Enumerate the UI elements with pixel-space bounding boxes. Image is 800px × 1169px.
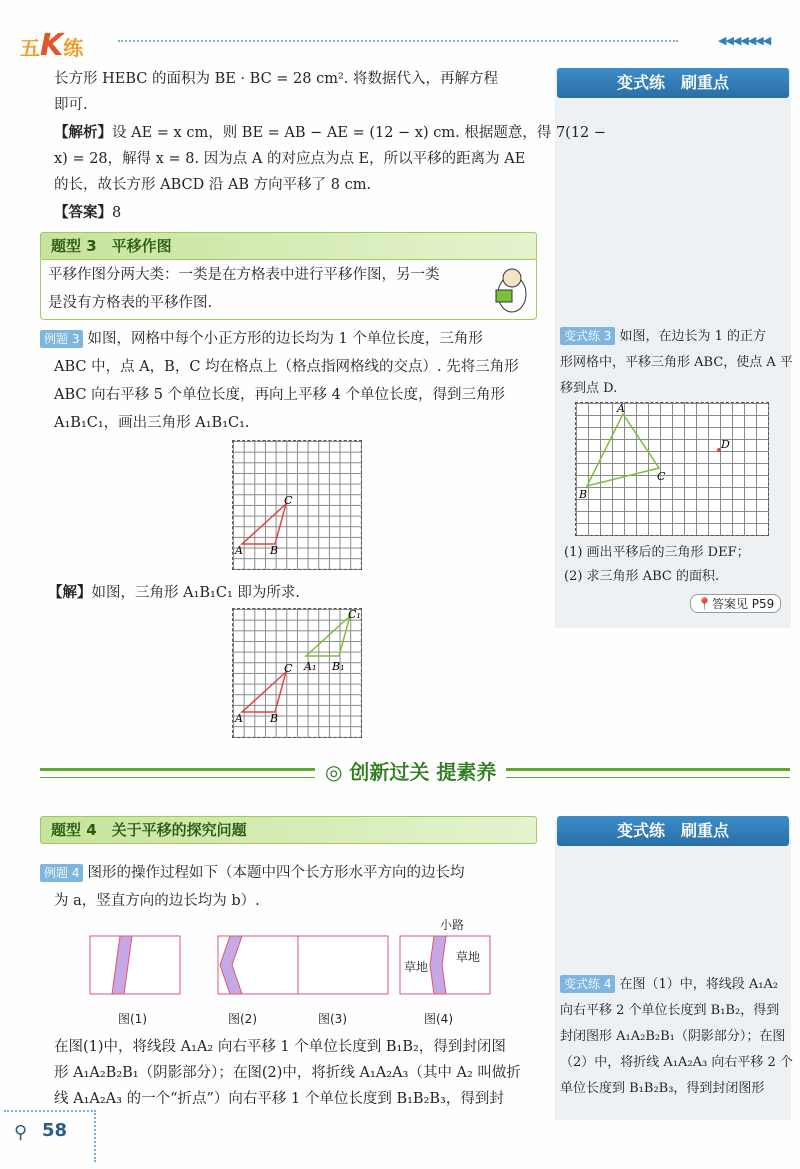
fig2-caption: 图(2) xyxy=(228,1012,257,1026)
answer-ref-link[interactable]: 📍答案见 P59 xyxy=(690,594,781,613)
mascot-reading-icon xyxy=(488,264,534,316)
bottom-line-1: 在图(1)中，将线段 A₁A₂ 向右平移 1 个单位长度到 B₁B₂，得到封闭图 xyxy=(54,1039,506,1055)
ex3-line-3: ABC 向右平移 5 个单位长度，再向上平移 4 个单位长度，得到三角形 xyxy=(54,387,505,403)
ex3-line-4: A₁B₁C₁，画出三角形 A₁B₁C₁. xyxy=(54,415,250,431)
pin-icon: 📍 xyxy=(697,597,712,611)
var3-line-2: 形网格中，平移三角形 ABC，使点 A 平 xyxy=(560,355,793,370)
brand-logo: 五K练 xyxy=(20,28,84,63)
var4-line-4: （2）中，将折线 A₁A₂A₃ 向右平移 2 个 xyxy=(560,1055,793,1070)
fig3-caption: 图(3) xyxy=(318,1012,347,1026)
header-arrows-icon: ◀◀◀◀◀◀◀ xyxy=(718,34,771,47)
label-c: C xyxy=(284,494,293,507)
section-title: ◎ 创新过关 提素养 xyxy=(315,756,506,785)
triangle-abc xyxy=(242,672,286,712)
page-number: 58 xyxy=(42,1120,68,1141)
triangle-abc-figure xyxy=(232,440,360,568)
solution-line: 【解】如图，三角形 A₁B₁C₁ 即为所求. xyxy=(48,585,300,601)
triangle-a1b1c1 xyxy=(306,616,350,656)
label-c: C xyxy=(657,470,666,483)
ex3-tag: 例题 3 xyxy=(40,330,83,348)
fig1-caption: 图(1) xyxy=(118,1012,147,1026)
spiral-icon: ◎ xyxy=(325,760,343,784)
label-b: B xyxy=(270,712,279,725)
var4-tag: 变式练 4 xyxy=(560,975,615,993)
var4-line-3: 封闭图形 A₁A₂B₂B₁（阴影部分）；在图 xyxy=(560,1029,786,1044)
triangle-abc xyxy=(242,504,286,544)
var3-tag: 变式练 3 xyxy=(560,327,615,345)
var3-question-1: (1) 画出平移后的三角形 DEF； xyxy=(564,545,750,560)
label-c1: C₁ xyxy=(348,608,361,621)
var3-triangle-abc xyxy=(587,414,659,486)
ex4-tag: 例题 4 xyxy=(40,864,83,882)
var3-triangle-figure xyxy=(575,402,767,534)
analysis-line-2: x) = 28，解得 x = 8. 因为点 A 的对应点为点 E，所以平移的距离为 AE xyxy=(54,151,526,167)
ex4-line-2: 为 a，竖直方向的边长均为 b）. xyxy=(54,893,260,909)
label-c: C xyxy=(284,662,293,675)
var4-line-2: 向右平移 2 个单位长度到 B₁B₂，得到 xyxy=(560,1003,780,1018)
fig4-grass-label-1: 草地 xyxy=(404,960,429,974)
side-banner-2: 变式练 刷重点 xyxy=(557,816,789,846)
label-d: D xyxy=(721,438,730,451)
type3-title: 题型 3 平移作图 xyxy=(40,232,537,260)
para-1a: 长方形 HEBC 的面积为 BE · BC = 28 cm². 将数据代入，再解方程 xyxy=(54,71,498,87)
header-divider xyxy=(118,40,678,42)
analysis-line-1: 【解析】设 AE = x cm，则 BE = AB − AE = (12 − x) cm. 根据题意，得 7(12 − xyxy=(54,125,607,141)
fig4-road-label: 小路 xyxy=(440,918,465,932)
para-1b: 即可. xyxy=(54,97,88,113)
ex4-figures xyxy=(88,922,508,1022)
analysis-line-3: 的长，故长方形 ABCD 沿 AB 方向平移了 8 cm. xyxy=(54,177,372,193)
translated-triangle-figure xyxy=(232,608,360,736)
bottom-line-2: 形 A₁A₂B₂B₁（阴影部分）；在图(2)中，将折线 A₁A₂A₃（其中 A₂ 叫做折 xyxy=(54,1065,521,1081)
var4-line-5: 单位长度到 B₁B₂B₃，得到封闭图形 xyxy=(560,1081,765,1096)
var3-line-3: 移到点 D. xyxy=(560,381,618,396)
type3-line-2: 是没有方格表的平移作图. xyxy=(48,295,213,311)
var3-question-2: (2) 求三角形 ABC 的面积. xyxy=(564,569,720,584)
label-a: A xyxy=(617,402,625,415)
var4-line-1: 变式练 4 在图（1）中，将线段 A₁A₂ xyxy=(560,972,778,998)
fig4-caption: 图(4) xyxy=(424,1012,453,1026)
ex3-line-1: 例题 3 如图，网格中每个小正方形的边长均为 1 个单位长度，三角形 xyxy=(40,326,483,352)
label-a: A xyxy=(235,712,243,725)
ex3-line-2: ABC 中，点 A，B，C 均在格点上（格点指网格线的交点）. 先将三角形 xyxy=(54,359,519,375)
side-banner-1: 变式练 刷重点 xyxy=(557,68,789,98)
label-b: B xyxy=(270,544,279,557)
label-b: B xyxy=(579,488,588,501)
label-b1: B₁ xyxy=(332,660,345,673)
bottom-line-3: 线 A₁A₂A₃ 的一个“折点”）向右平移 1 个单位长度到 B₁B₂B₃，得到封 xyxy=(54,1091,504,1107)
compass-icon: ⚲ xyxy=(14,1122,28,1143)
label-a: A xyxy=(235,544,243,557)
type4-title: 题型 4 关于平移的探究问题 xyxy=(40,816,537,844)
label-a1: A₁ xyxy=(304,660,317,673)
ex4-line-1: 例题 4 图形的操作过程如下（本题中四个长方形水平方向的边长均 xyxy=(40,860,464,886)
answer-line: 【答案】8 xyxy=(54,205,122,221)
var3-line-1: 变式练 3 如图，在边长为 1 的正方 xyxy=(560,324,766,350)
fig4-grass-label-2: 草地 xyxy=(456,950,481,964)
type3-line-1: 平移作图分两大类：一类是在方格表中进行平移作图，另一类 xyxy=(48,267,440,283)
